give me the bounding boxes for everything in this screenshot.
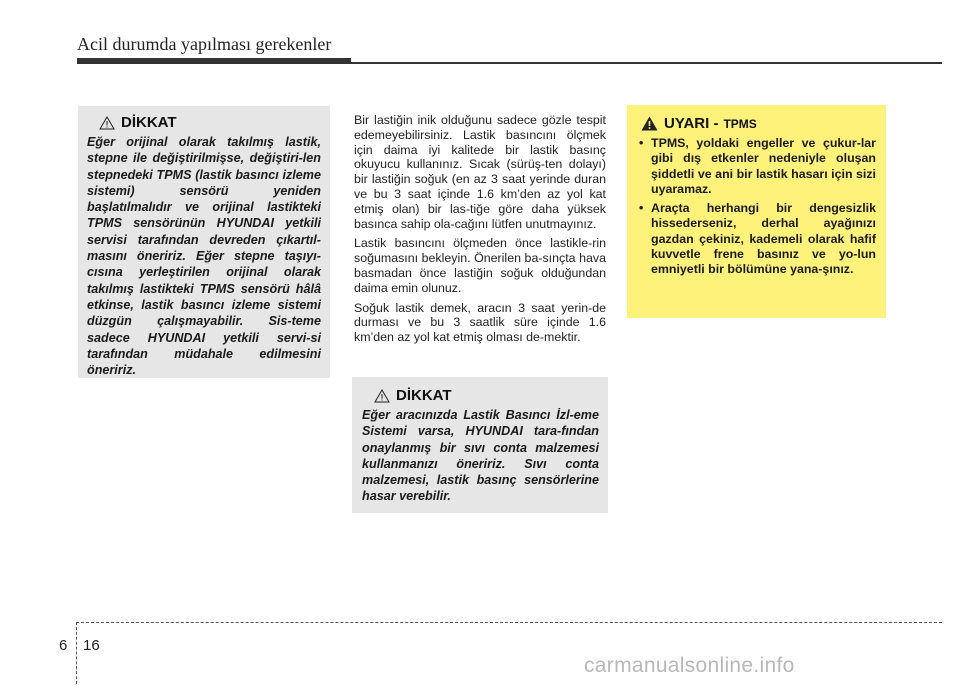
warning-triangle-filled-icon (641, 116, 658, 131)
warning-title: UYARI - (664, 115, 719, 132)
caution-heading (374, 387, 599, 404)
paragraph: Bir lastiğin inik olduğunu sadece gözle tespit edemeyebilirsiniz. Lastik basıncını ölçmek için daima iyi kalitede bir lastik basınç okuyucu kullanınız. Sıcak (sürüş-ten dolayı) bir lastiğin soğuk (en az 3 saat yerinde duran ve bu 3 saat içinde 1.6 km’den az yol kat etmiş olan) bir las-tiğe göre daha yüksek basınca sahip ola-cağını lütfen unutmayınız. (354, 113, 606, 231)
warning-list (627, 136, 886, 278)
header-rule (351, 62, 942, 64)
paragraph: Lastik basıncını ölçmeden önce lastikle-rin soğumasını bekleyin. Önerilen ba-sınçta hava basmadan önce lastiğin soğuk olduğundan daima emin olunuz. (354, 236, 606, 295)
warning-subtitle: TPMS (723, 116, 757, 131)
caution-triangle-icon (99, 116, 115, 130)
list-item (639, 136, 876, 197)
footer-separator (76, 622, 77, 684)
footer-rule (76, 622, 942, 623)
caution-text: Eğer aracınızda Lastik Basıncı İzl-eme Sistemi varsa, HYUNDAI tara-fından onaylanmış bir sıvı conta malzemesi kullanmanızı öneririz. Sıvı conta malzemesi, lastik basınç sensörlerine hasar verebilir. (362, 408, 599, 504)
watermark: carmanualsonline.info (584, 654, 795, 677)
bullet: • (639, 201, 644, 216)
paragraph: Soğuk lastik demek, aracın 3 saat yerin-de durması ve bu 3 saatlik süre içinde 1.6 km’den az yol kat etmiş olması de-mektir. (354, 300, 606, 345)
header-bar (77, 58, 351, 64)
page-header-title: Acil durumda yapılması gerekenler (77, 34, 332, 54)
caution-title: DİKKAT (396, 387, 452, 404)
chapter-number: 6 (59, 637, 68, 654)
caution-title: DİKKAT (121, 114, 177, 131)
list-item (639, 201, 876, 277)
caution-text: Eğer orijinal olarak takılmış lastik, stepne ile değiştirilmişse, değiştiri-len stepnedeki TPMS (lastik basıncı izleme sistemi) sensörü yeniden başlatılmalıdır ve orijinal lastikteki TPMS sensörünün HYUNDAI yetkili servisi tarafından devreden çıkartıl-masını öneririz. Eğer stepne taşıyı-cısına yerleştirilen orijinal olarak takılmış lastikteki TPMS sensörü hâlâ etkinse, lastik basıncı izleme sistemi düzgün çalışmayabilir. Sis-teme sadece HYUNDAI yetkili servi-si tarafından müdahale edilmesini öneririz. (87, 135, 321, 378)
warning-item-text: TPMS, yoldaki engeller ve çukur-lar gibi dış etkenler nedeniyle oluşan şiddetli ve ani bir lastik hasarı için sizi uyaramaz. (651, 136, 876, 196)
warning-item-text: Araçta herhangi bir dengesizlik hissederseniz, derhal ayağınızı gazdan çekiniz, kademeli olarak hafif kuvvetle frene basınız ve yo-lun emniyetli bir bölümüne yana-şınız. (651, 201, 876, 277)
caution-heading (99, 114, 321, 131)
warning-box (627, 105, 886, 318)
caution-triangle-icon (374, 389, 390, 403)
main-text (354, 113, 606, 350)
caution-box-left (78, 106, 330, 378)
page-number: 16 (83, 637, 100, 654)
bullet: • (639, 136, 644, 150)
warning-heading (641, 115, 886, 132)
caution-box-right (352, 377, 608, 513)
